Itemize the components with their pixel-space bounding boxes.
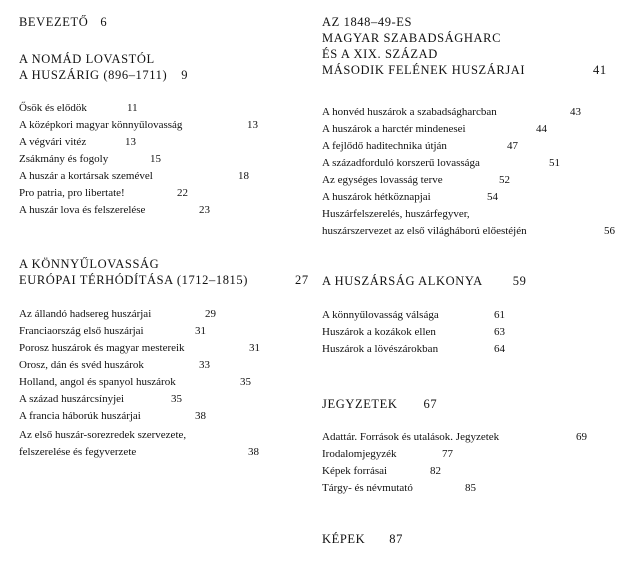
toc-entry[interactable] — [322, 324, 505, 340]
page-number: 87 — [389, 532, 403, 546]
heading-text: MÁSODIK FELÉNEK HUSZÁRJAI — [322, 63, 526, 77]
page-number: 61 — [494, 309, 505, 321]
entry-label: Az állandó hadsereg huszárjai — [19, 308, 152, 320]
page-number: 82 — [430, 465, 441, 477]
entry-label: Képek forrásai — [322, 465, 388, 477]
toc-entry[interactable] — [19, 100, 138, 116]
heading-text: A HUSZÁRIG (896–1711) — [19, 68, 168, 82]
page-number: 38 — [195, 410, 206, 422]
entry-label: Zsákmány és fogoly — [19, 153, 109, 165]
entry-label: huszárszervezet az első világháború előestéjén — [322, 225, 527, 237]
entry-label: A középkori magyar könnyűlovasság — [19, 119, 183, 131]
entry-label: Adattár. Források és utalások. Jegyzetek — [322, 431, 500, 443]
toc-heading-section1-line2[interactable] — [19, 67, 188, 83]
page-number: 67 — [423, 397, 438, 411]
page-number: 52 — [499, 174, 510, 186]
entry-label: Holland, angol és spanyol huszárok — [19, 376, 176, 388]
entry-label: Porosz huszárok és magyar mestereik — [19, 342, 185, 354]
entry-label: A francia háborúk huszárjai — [19, 410, 141, 422]
page-number: 41 — [593, 63, 607, 77]
toc-entry[interactable] — [19, 323, 206, 339]
toc-entry[interactable] — [322, 121, 547, 137]
entry-label: A huszárok a harctér mindenesei — [322, 123, 466, 135]
page-number: 33 — [199, 359, 210, 371]
entry-label: Tárgy- és névmutató — [322, 482, 413, 494]
heading-text: BEVEZETŐ — [19, 15, 89, 29]
toc-heading-section4[interactable] — [322, 273, 526, 289]
entry-label: A huszárok hétköznapjai — [322, 191, 431, 203]
toc-entry[interactable] — [322, 189, 498, 205]
page-number: 18 — [238, 170, 249, 182]
entry-label: A huszár a kortársak szemével — [19, 170, 153, 182]
toc-entry[interactable] — [322, 480, 476, 496]
page-number: 27 — [295, 273, 309, 287]
page-number: 35 — [240, 376, 251, 388]
entry-label: felszerelése és fegyverzete — [19, 446, 137, 458]
page-number: 35 — [171, 393, 182, 405]
page-number: 43 — [570, 106, 581, 118]
toc-entry[interactable] — [322, 446, 453, 462]
page-number: 47 — [507, 140, 518, 152]
toc-entry-line2[interactable] — [19, 444, 259, 460]
page-number: 54 — [487, 191, 498, 203]
page-number: 51 — [549, 157, 560, 169]
toc-entry[interactable] — [322, 341, 505, 357]
toc-heading-section3-line3[interactable]: ÉS A XIX. SZÁZAD — [322, 47, 438, 61]
page-number: 77 — [442, 448, 453, 460]
entry-label: A fejlődő haditechnika útján — [322, 140, 447, 152]
toc-entry[interactable] — [19, 185, 188, 201]
toc-entry[interactable] — [322, 463, 441, 479]
toc-entry[interactable] — [19, 117, 258, 133]
page-number: 29 — [205, 308, 216, 320]
entry-label: Orosz, dán és svéd huszárok — [19, 359, 144, 371]
toc-heading-section2-line2[interactable] — [19, 272, 315, 288]
toc-entry[interactable] — [19, 202, 210, 218]
toc-heading-section3-line1[interactable]: AZ 1848–49-ES — [322, 15, 413, 29]
page-number: 31 — [195, 325, 206, 337]
entry-label: Huszárfelszerelés, huszárfegyver, — [322, 208, 470, 220]
page-number: 31 — [249, 342, 260, 354]
entry-label: A könnyűlovasság válsága — [322, 309, 439, 321]
page-number: 6 — [100, 15, 108, 29]
toc-entry[interactable] — [322, 138, 518, 154]
heading-text: JEGYZETEK — [322, 397, 398, 411]
heading-text: A HUSZÁRSÁG ALKONYA — [322, 274, 483, 288]
toc-entry[interactable] — [322, 155, 560, 171]
entry-label: Irodalomjegyzék — [322, 448, 397, 460]
entry-label: Franciaország első huszárjai — [19, 325, 144, 337]
toc-entry-line1[interactable] — [322, 206, 470, 222]
toc-entry[interactable] — [322, 429, 587, 445]
toc-entry[interactable] — [322, 307, 505, 323]
toc-entry-line2[interactable] — [322, 223, 622, 239]
toc-entry[interactable] — [19, 357, 210, 373]
toc-heading-section1-line1[interactable]: A NOMÁD LOVASTÓL — [19, 52, 155, 66]
toc-entry[interactable] — [19, 374, 251, 390]
page-number: 38 — [248, 446, 259, 458]
toc-entry-line1[interactable] — [19, 427, 186, 443]
heading-text: EURÓPAI TÉRHÓDÍTÁSA (1712–1815) — [19, 273, 249, 287]
page-number: 11 — [127, 102, 138, 114]
toc-entry[interactable] — [19, 168, 249, 184]
entry-label: Ősök és elődök — [19, 102, 87, 114]
toc-entry[interactable] — [19, 408, 206, 424]
page-number: 9 — [181, 68, 189, 82]
page-number: 22 — [177, 187, 188, 199]
page-number: 13 — [125, 136, 136, 148]
heading-text: KÉPEK — [322, 532, 366, 546]
page-number: 64 — [494, 343, 505, 355]
page-number: 56 — [604, 225, 615, 237]
toc-entry[interactable] — [322, 104, 581, 120]
toc-entry[interactable] — [19, 151, 161, 167]
toc-heading-intro[interactable] — [19, 14, 107, 30]
toc-entry[interactable] — [19, 306, 216, 322]
page-number: 23 — [199, 204, 210, 216]
entry-label: A huszár lova és felszerelése — [19, 204, 146, 216]
page-number: 15 — [150, 153, 161, 165]
entry-label: Az első huszár-sorezredek szervezete, — [19, 429, 187, 441]
page-number: 44 — [536, 123, 547, 135]
entry-label: A honvéd huszárok a szabadságharcban — [322, 106, 497, 118]
toc-entry[interactable] — [19, 134, 136, 150]
entry-label: A századforduló korszerű lovassága — [322, 157, 480, 169]
toc-entry[interactable] — [322, 172, 510, 188]
toc-heading-notes[interactable] — [322, 396, 437, 412]
entry-label: A végvári vitéz — [19, 136, 87, 148]
entry-label: Huszárok a lövészárokban — [322, 343, 439, 355]
entry-label: A század huszárcsínyjei — [19, 393, 125, 405]
toc-heading-section2-line1[interactable]: A KÖNNYŰLOVASSÁG — [19, 257, 160, 271]
entry-label: Az egységes lovasság terve — [322, 174, 443, 186]
page-number: 13 — [247, 119, 258, 131]
page-number: 59 — [512, 274, 527, 288]
toc-entry[interactable] — [19, 340, 260, 356]
entry-label: Pro patria, pro libertate! — [19, 187, 125, 199]
page-number: 85 — [465, 482, 476, 494]
toc-heading-section3-line2[interactable]: MAGYAR SZABADSÁGHARC — [322, 31, 502, 45]
page-number: 63 — [494, 326, 505, 338]
toc-heading-section3-line4[interactable] — [322, 62, 622, 78]
toc-entry[interactable] — [19, 391, 182, 407]
toc-heading-images[interactable] — [322, 531, 403, 547]
page-number: 69 — [576, 431, 587, 443]
entry-label: Huszárok a kozákok ellen — [322, 326, 436, 338]
